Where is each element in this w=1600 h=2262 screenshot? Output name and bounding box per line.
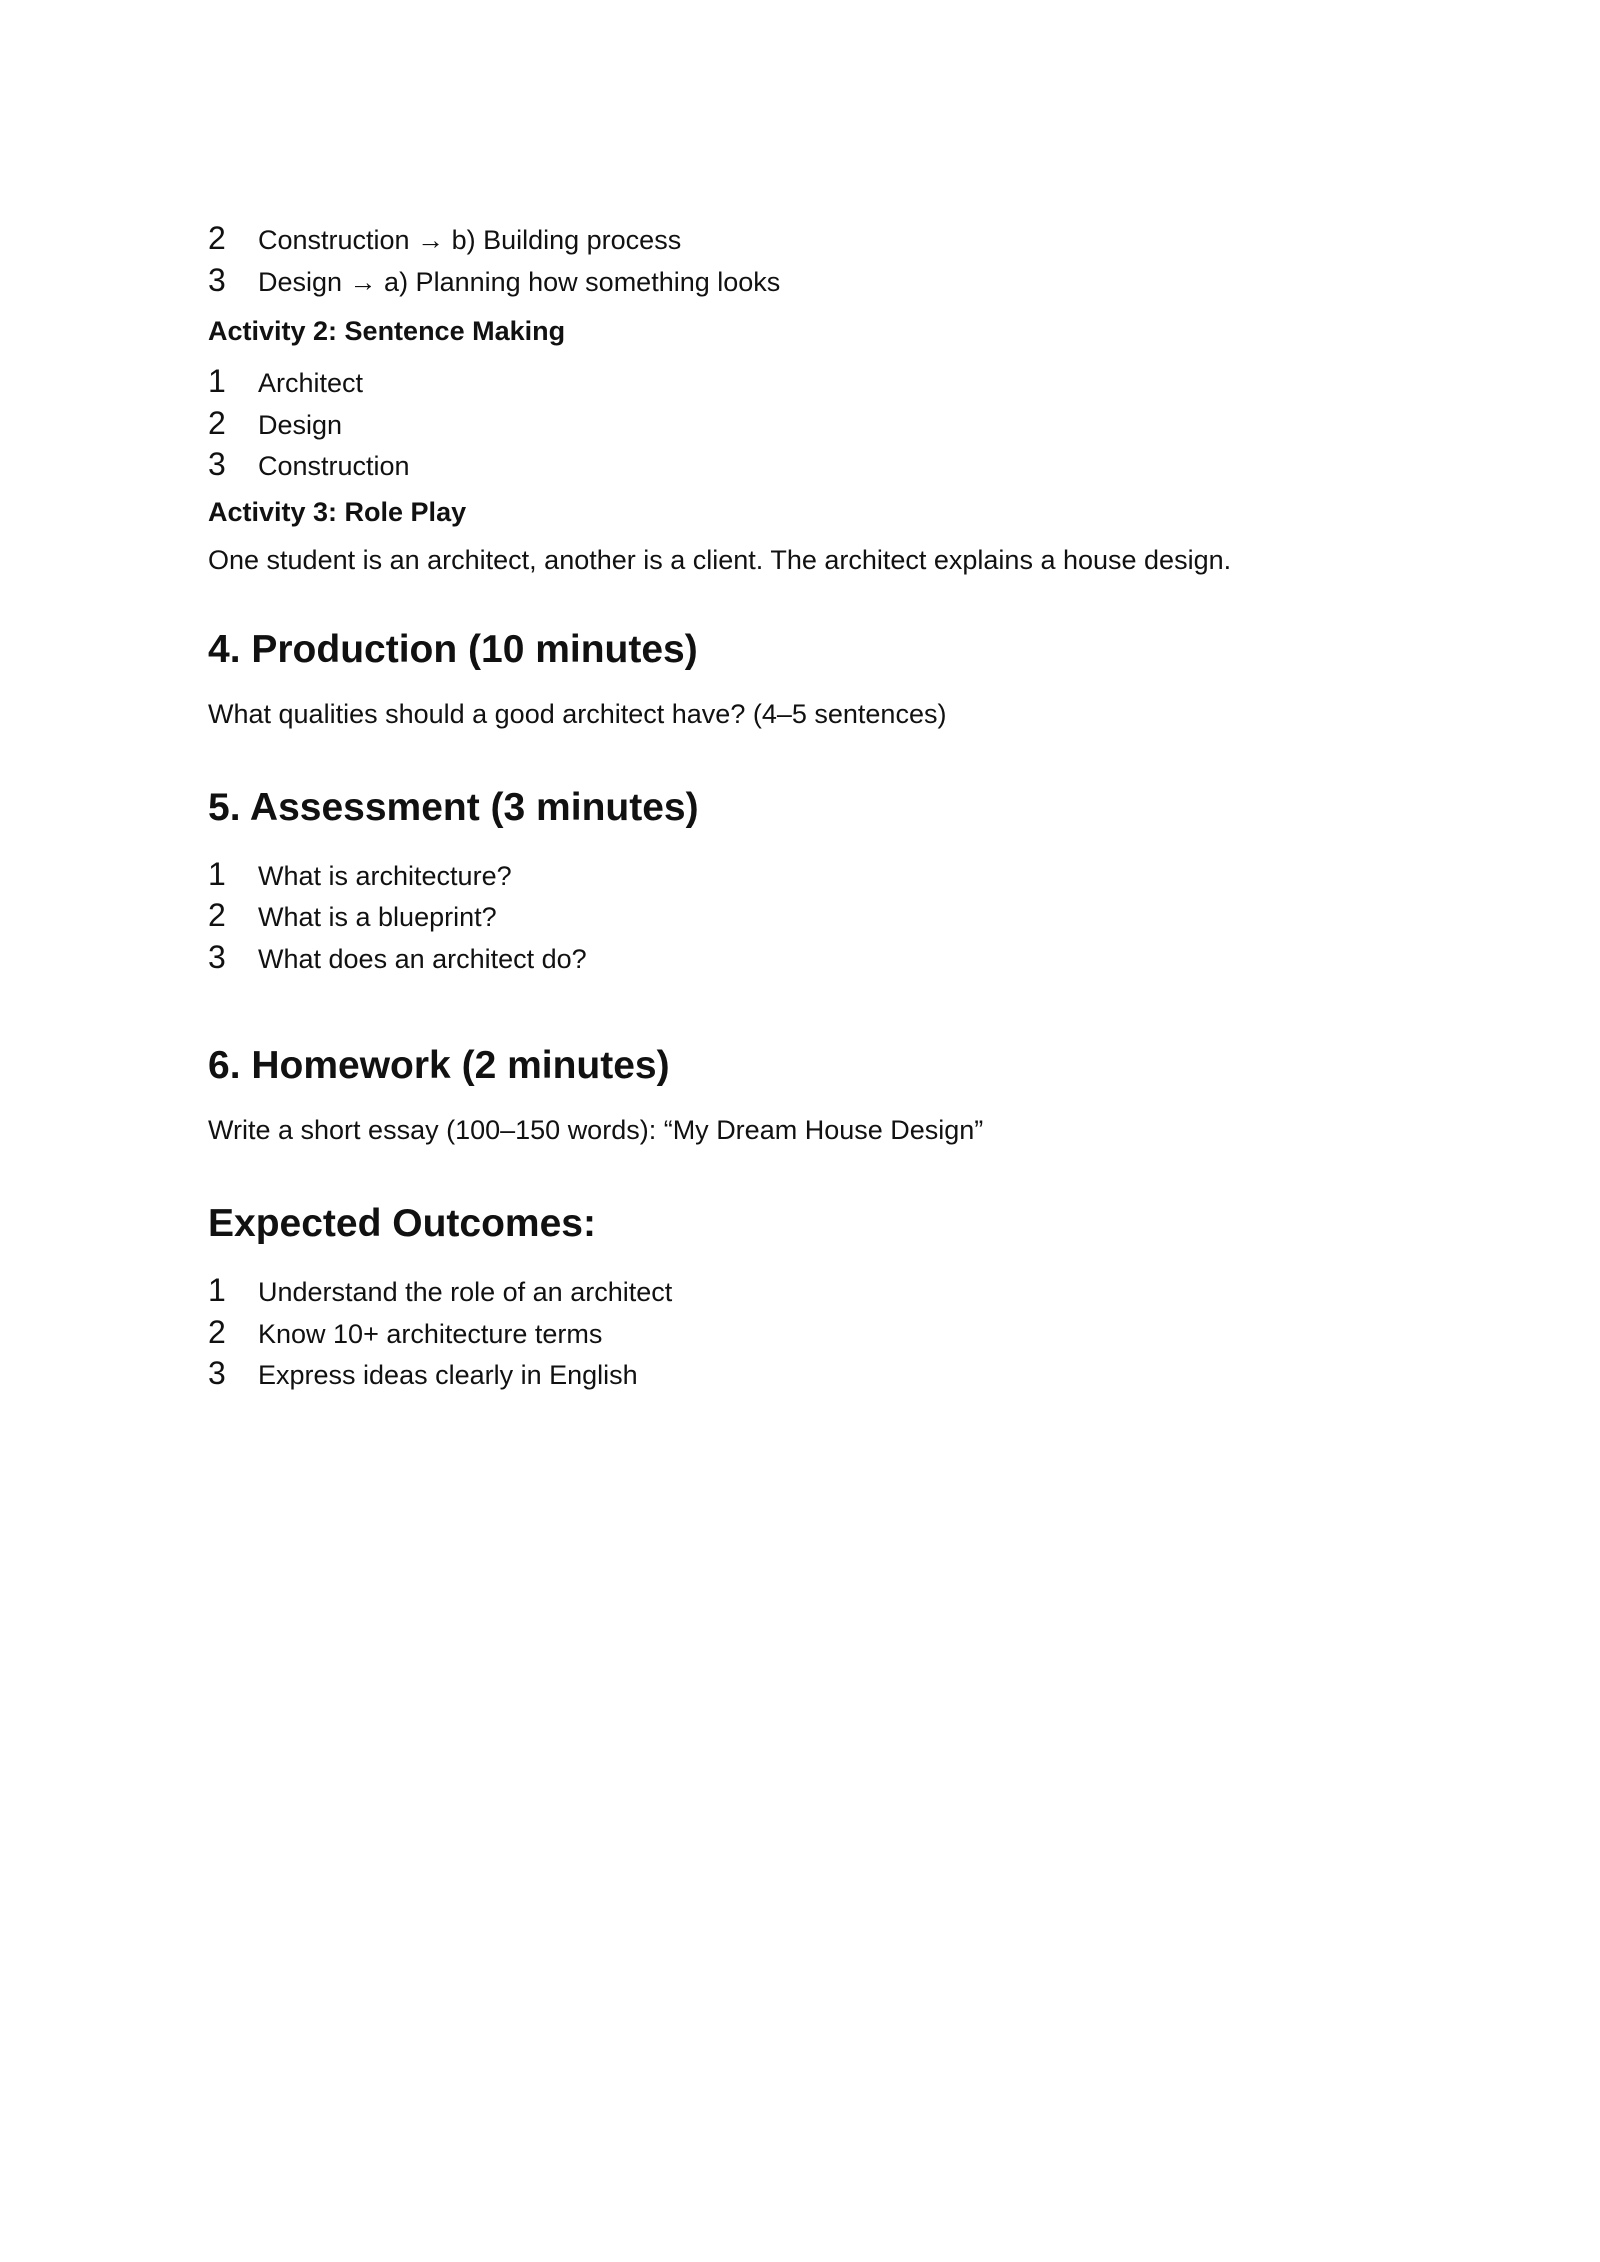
- activity2-title: Activity 2: Sentence Making: [208, 316, 566, 346]
- list-number: 1: [208, 1272, 226, 1308]
- list-item: [208, 937, 1408, 979]
- list-item: [208, 895, 1408, 937]
- list-item: [208, 218, 1408, 260]
- list-item: [208, 260, 1408, 302]
- list-number: 2: [208, 404, 226, 441]
- activity3-text: One student is an architect, another is a client. The architect explains a house design.: [208, 544, 1232, 575]
- list-number: 3: [208, 1355, 226, 1391]
- list-text: Design → a) Planning how something looks: [258, 266, 781, 297]
- outcomes-list: [208, 1270, 1408, 1395]
- list-number: 2: [208, 897, 226, 933]
- activity2-list: [208, 361, 1408, 486]
- list-text: Architect: [258, 368, 364, 398]
- list-text: Know 10+ architecture terms: [258, 1318, 603, 1349]
- assessment-list: [208, 854, 1408, 979]
- assessment-heading: 5. Assessment (3 minutes): [208, 785, 699, 829]
- list-text: What is architecture?: [258, 860, 512, 891]
- list-item: [208, 1270, 1408, 1312]
- list-number: 2: [208, 1313, 226, 1350]
- production-heading: 4. Production (10 minutes): [208, 627, 698, 671]
- list-item: [208, 1353, 1408, 1395]
- list-text: What is a blueprint?: [258, 902, 497, 932]
- list-text: Understand the role of an architect: [258, 1277, 673, 1307]
- activity1-list: [208, 218, 1408, 301]
- list-number: 1: [208, 363, 226, 399]
- list-text: Design: [258, 409, 343, 440]
- homework-text: Write a short essay (100–150 words): “My Dream House Design”: [208, 1115, 984, 1145]
- list-item: [208, 1312, 1408, 1354]
- list-item: [208, 403, 1408, 445]
- document-page: [208, 218, 1408, 1395]
- list-number: 3: [208, 938, 226, 975]
- list-text: What does an architect do?: [258, 943, 587, 974]
- list-number: 3: [208, 446, 226, 482]
- production-text: What qualities should a good architect have? (4–5 sentences): [208, 698, 947, 729]
- list-number: 3: [208, 261, 226, 298]
- list-item: [208, 444, 1408, 486]
- list-text: Construction: [258, 451, 410, 481]
- list-item: [208, 854, 1408, 896]
- list-text: Express ideas clearly in English: [258, 1360, 638, 1390]
- list-item: [208, 361, 1408, 403]
- homework-heading: 6. Homework (2 minutes): [208, 1044, 670, 1087]
- list-number: 1: [208, 855, 226, 892]
- list-text: Construction → b) Building process: [258, 225, 682, 255]
- list-number: 2: [208, 220, 226, 256]
- outcomes-heading: Expected Outcomes:: [208, 1202, 596, 1245]
- activity3-title: Activity 3: Role Play: [208, 496, 467, 527]
